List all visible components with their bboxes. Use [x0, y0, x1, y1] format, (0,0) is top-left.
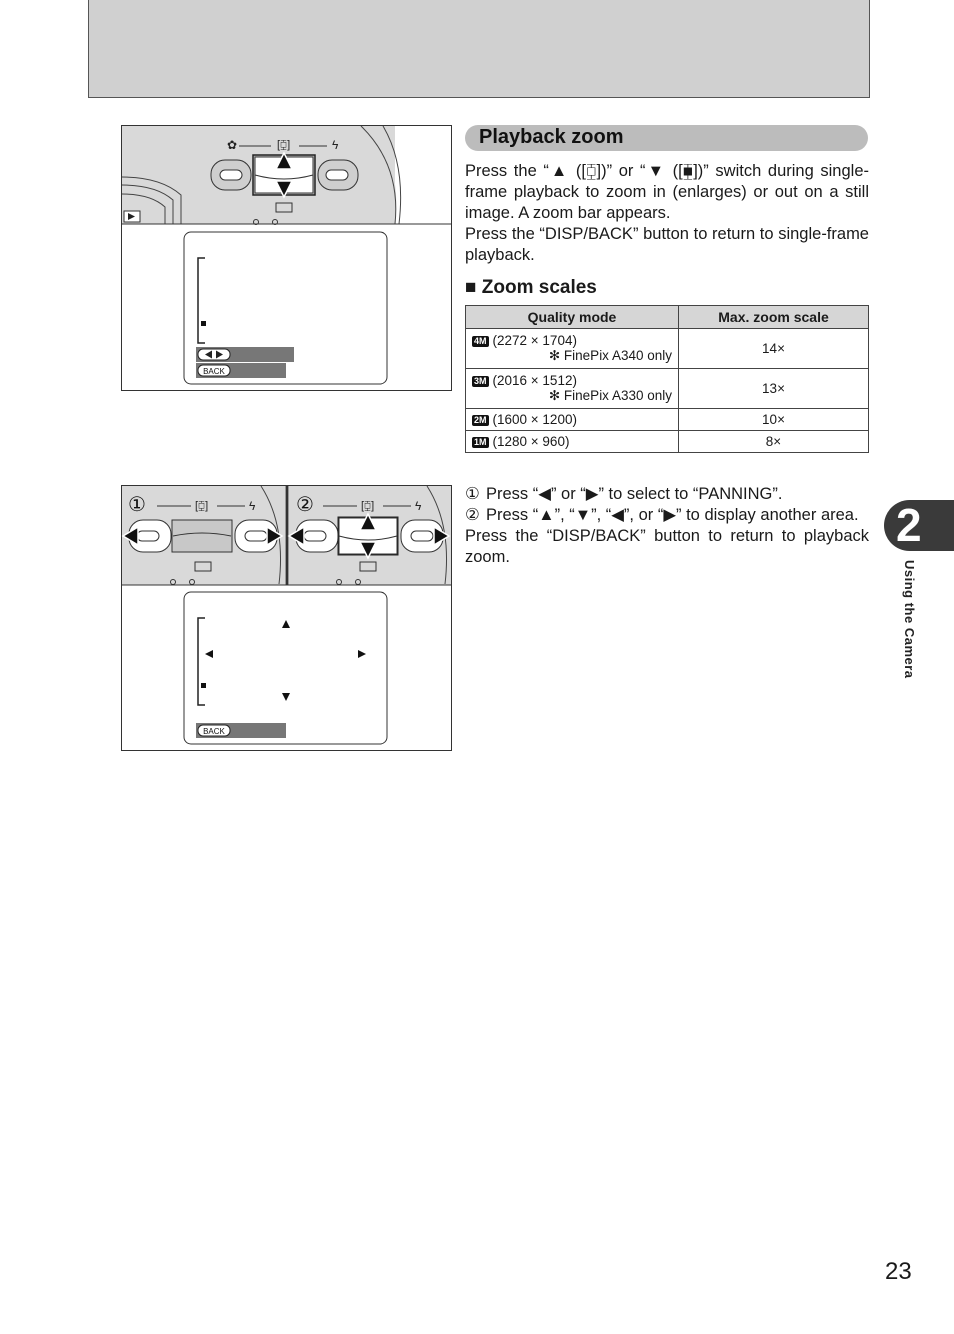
step-number: ② — [465, 506, 480, 524]
svg-text:ϟ: ϟ — [415, 499, 422, 513]
table-header-scale: Max. zoom scale — [679, 306, 869, 329]
quality-mode: (2016 × 1512) — [492, 373, 577, 388]
step2-marker: ② — [296, 494, 314, 516]
panning-steps — [465, 484, 869, 568]
intro-text — [465, 161, 869, 266]
table-row — [466, 329, 869, 369]
table-row — [466, 409, 869, 431]
max-zoom-scale: 8× — [679, 431, 869, 453]
quality-badge-icon: 3M — [474, 376, 487, 386]
table-row — [466, 431, 869, 453]
svg-text:[⧮]: [⧮] — [195, 500, 209, 512]
step-number: ① — [465, 485, 480, 503]
quality-mode: (1600 × 1200) — [492, 412, 577, 427]
panning-illustration — [121, 485, 452, 752]
max-zoom-scale: 13× — [679, 369, 869, 409]
zoom-scale-table — [465, 305, 869, 453]
step-1 — [465, 484, 869, 505]
quality-badge-icon: 4M — [474, 336, 487, 346]
svg-text:[⧮]: [⧮] — [361, 500, 375, 512]
step1-marker: ① — [128, 494, 146, 516]
svg-text:ϟ: ϟ — [332, 138, 339, 152]
zoom-scales-heading: ■ Zoom scales — [465, 277, 597, 298]
quality-mode: (1280 × 960) — [492, 434, 570, 449]
quality-mode: (2272 × 1704) — [492, 333, 577, 348]
svg-text:[⧮]: [⧮] — [277, 139, 291, 151]
page-number: 23 — [885, 1258, 912, 1285]
svg-text:✿: ✿ — [227, 138, 238, 152]
back-badge: BACK — [203, 367, 225, 376]
chapter-label: Using the Camera — [902, 560, 917, 679]
step-2 — [465, 505, 869, 526]
step-text: Press “▲”, “▼”, “◀”, or “▶” to display another area. — [486, 506, 859, 524]
zoom-switch-illustration — [121, 125, 452, 392]
model-note: ✻ FinePix A340 only — [548, 348, 672, 363]
back-badge: BACK — [203, 727, 225, 736]
intro-paragraph-1: Press the “▲ ([⧮])” or “▼ ([⧯])” switch during single-frame playback to zoom in (enlarges) or out on a still image. A zoom bar appears. — [465, 162, 869, 222]
quality-badge-icon: 1M — [474, 437, 487, 447]
model-note: ✻ FinePix A330 only — [548, 388, 672, 403]
svg-text:ϟ: ϟ — [249, 499, 256, 513]
step-text: Press “◀” or “▶” to select to “PANNING”. — [486, 485, 783, 503]
intro-paragraph-2: Press the “DISP/BACK” button to return to single-frame playback. — [465, 225, 869, 264]
chapter-tab — [884, 500, 954, 551]
quality-badge-icon: 2M — [474, 415, 487, 425]
table-row — [466, 369, 869, 409]
section-title: Playback zoom — [479, 126, 624, 148]
chapter-number: 2 — [896, 499, 922, 551]
steps-final-note: Press the “DISP/BACK” button to return to playback zoom. — [465, 527, 869, 566]
max-zoom-scale: 10× — [679, 409, 869, 431]
header-banner — [88, 0, 870, 98]
max-zoom-scale: 14× — [679, 329, 869, 369]
section-title-bar — [465, 125, 868, 151]
table-header-quality: Quality mode — [466, 306, 679, 329]
